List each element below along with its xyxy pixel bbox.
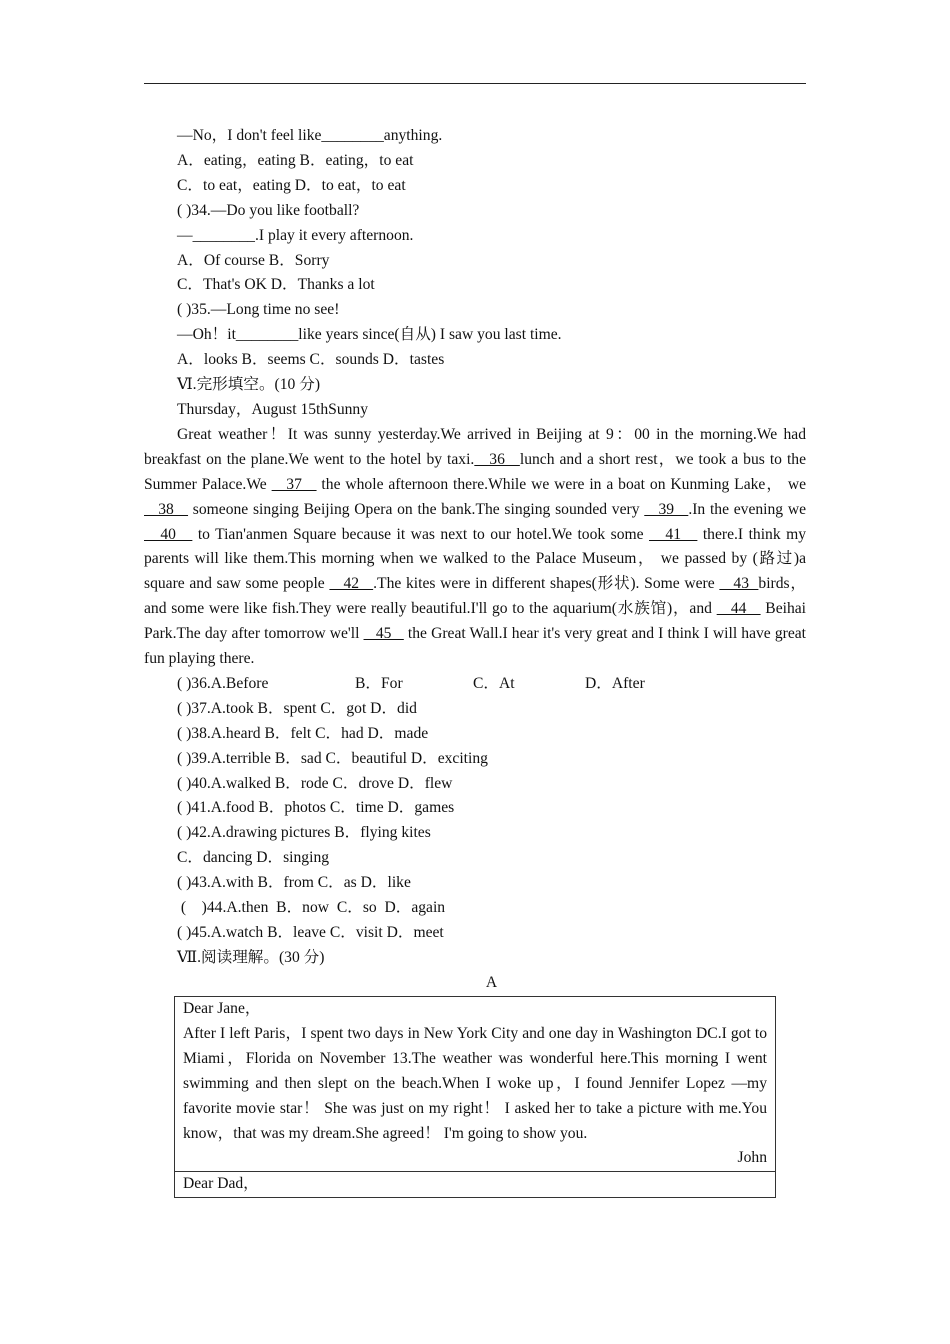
diary-dateline: Thursday，August 15thSunny (177, 400, 369, 418)
q44-options: ( )44.A.then B．now C．so D．again (177, 899, 446, 917)
q33-options-ab: A．eating，eating B．eating，to eat (177, 151, 414, 169)
passage-text: .In the evening we (688, 500, 807, 518)
letter-greeting: Dear Jane， (183, 1000, 261, 1017)
q34-answer-line: —________.I play it every afternoon. (177, 226, 414, 244)
q35-stem: ( )35.—Long time no see! (177, 301, 340, 319)
q35-options: A．looks B．seems C．sounds D．tastes (177, 351, 445, 369)
passage-text: the whole afternoon there.While we were in a boat on Kunming Lake， we (316, 475, 806, 493)
blank-43: 43 (719, 575, 759, 593)
q36-option-c: C．At (473, 674, 515, 692)
q36-option-a: ( )36.A.Before (177, 674, 269, 692)
passage-text: Great weather！It was sunny yesterday.We arrived in Beijing at 9：00 in the morning.We had breakfast on the plane.We went to the hotel by taxi. (144, 425, 806, 468)
header-rule (144, 83, 806, 84)
passage-text: the Great Wall.I hear it's very great and I think I will have great fun playing there. (144, 625, 807, 668)
q43-options: ( )43.A.with B．from C．as D．like (177, 874, 411, 892)
section7-heading: Ⅶ.阅读理解。(30 分) (177, 948, 325, 966)
q36-option-b: B．For (355, 674, 403, 692)
blank-36: 36 (474, 450, 520, 468)
q40-options: ( )40.A.walked B．rode C．drove D．flew (177, 774, 453, 792)
passage-text: someone singing Beijing Opera on the bank.The singing sounded very (188, 500, 645, 518)
blank-44: 44 (716, 600, 761, 618)
passage-label: A (485, 973, 498, 991)
document-page (144, 124, 807, 1193)
passage-text: to Tian'anmen Square because it was next to our hotel.We took some (192, 525, 650, 543)
letters-table (174, 996, 776, 1198)
passage-text: .The kites were in different shapes(形状). Some were (373, 575, 720, 593)
q33-options-cd: C．to eat，eating D．to eat，to eat (177, 176, 406, 194)
section6-heading: Ⅵ.完形填空。(10 分) (177, 376, 321, 394)
q34-stem: ( )34.—Do you like football? (177, 201, 360, 219)
passage-text: birds，and some were like fish.They were really beautiful.I'll go to the aquarium(水族馆)，and (144, 575, 806, 618)
letter-signature: John (737, 1149, 767, 1167)
q37-options: ( )37.A.took B．spent C．got D．did (177, 699, 417, 717)
blank-42: 42 (329, 575, 374, 593)
letter-body: After I left Paris，I spent two days in New York City and one day in Washington DC.I got to Miami，Florida on November 13.The weather was wonderful here.This morning I went swimming and then slept on the beach.When I woke up，I found Jennifer Lopez —my favorite movie star！ She was just on my right！ I asked her to take a picture with me.You know，that was my dream.She agreed！ I'm going to show you. (183, 1024, 767, 1142)
letter-to-jane (175, 997, 775, 1171)
q42-options-ab: ( )42.A.drawing pictures B．flying kites (177, 824, 431, 842)
q42-options-cd: C．dancing D．singing (177, 849, 330, 867)
q39-options: ( )39.A.terrible B．sad C．beautiful D．exciting (177, 749, 488, 767)
blank-40: 40 (144, 525, 193, 543)
letter-greeting: Dear Dad， (183, 1175, 259, 1193)
passage-text: Beihai Park.The day after tomorrow we'll (144, 600, 807, 643)
blank-45: 45 (363, 625, 404, 643)
blank-41: 41 (649, 525, 698, 543)
q38-options: ( )38.A.heard B．felt C．had D．made (177, 724, 429, 742)
cloze-passage (144, 423, 806, 672)
q36-option-d: D．After (585, 674, 645, 692)
q45-options: ( )45.A.watch B．leave C．visit D．meet (177, 924, 444, 941)
q34-options-ab: A．Of course B．Sorry (177, 251, 330, 269)
q35-answer-line: —Oh！it________like years since(自从) I saw you last time. (177, 326, 562, 344)
blank-37: 37 (271, 475, 317, 493)
q41-options: ( )41.A.food B．photos C．time D．games (177, 799, 455, 817)
q34-options-cd: C．That's OK D．Thanks a lot (177, 276, 375, 294)
q33-answer-line: —No，I don't feel like________anything. (177, 127, 443, 144)
q36-options (144, 672, 806, 697)
passage-text: lunch and a short rest，we took a bus to the Summer Palace.We (144, 450, 807, 493)
passage-text: there.I think my parents will like them.This morning when we walked to the Palace Museum， we passed by (路过)a square and saw some people (144, 525, 807, 593)
letter-to-dad (175, 1171, 775, 1197)
blank-39: 39 (644, 500, 689, 518)
blank-38: 38 (144, 500, 189, 518)
